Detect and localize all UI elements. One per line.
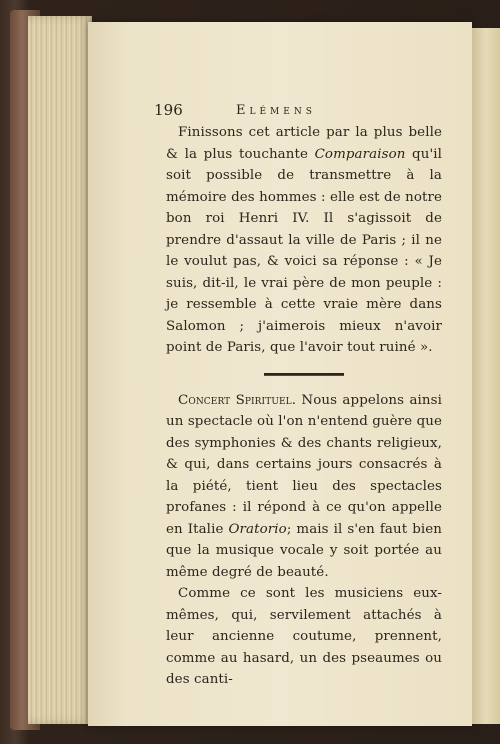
- page-number: 196: [154, 101, 183, 119]
- paragraph-concert-spirituel: [166, 390, 442, 584]
- paragraph-text: ; mais il s'en faut bien que la musique vocale y soit portée au même degré de beauté.: [166, 521, 442, 580]
- page-edges: [28, 16, 92, 724]
- paragraph-henri-iv: [166, 122, 442, 359]
- facing-page-edge: [472, 28, 500, 724]
- section-divider: [264, 373, 344, 376]
- running-title: Elémens: [236, 103, 316, 118]
- entry-heading: Concert Spirituel.: [178, 392, 297, 408]
- italic-term: Comparaison: [314, 146, 406, 162]
- italic-term: Oratorio: [228, 521, 287, 537]
- paragraph-musiciens: Comme ce sont les musiciens eux-mêmes, qui, servilement attachés à leur ancienne coutume, prennent, comme au hasard, un des pseaumes ou des canti-: [166, 586, 442, 687]
- page-text: [154, 100, 442, 691]
- paragraph-text: Finissons cet article par la plus belle & la plus touchante: [166, 125, 442, 162]
- page-header: [154, 100, 442, 122]
- paragraph-text: qu'il soit possible de transmettre à la mémoire des hommes : elle est de notre bon roi Henri IV. Il s'agissoit de prendre d'assaut la ville de Paris ; il ne le voulut pas, & voici sa réponse : « Je suis, dit-il, le vrai père de mon peuple : je ressemble à cette vraie mère dans Salomon ; j'aimerois mieux n'avoir point de Paris, que l'avoir tout ruiné ».: [166, 146, 442, 355]
- paragraph-text: Nous appelons ainsi un spectacle où l'on n'entend guère que des symphonies & des chants religieux, & qui, dans certains jours consacrés à la piété, tient lieu des spectacles profanes : il répond à ce qu'on appelle en Italie: [166, 392, 442, 537]
